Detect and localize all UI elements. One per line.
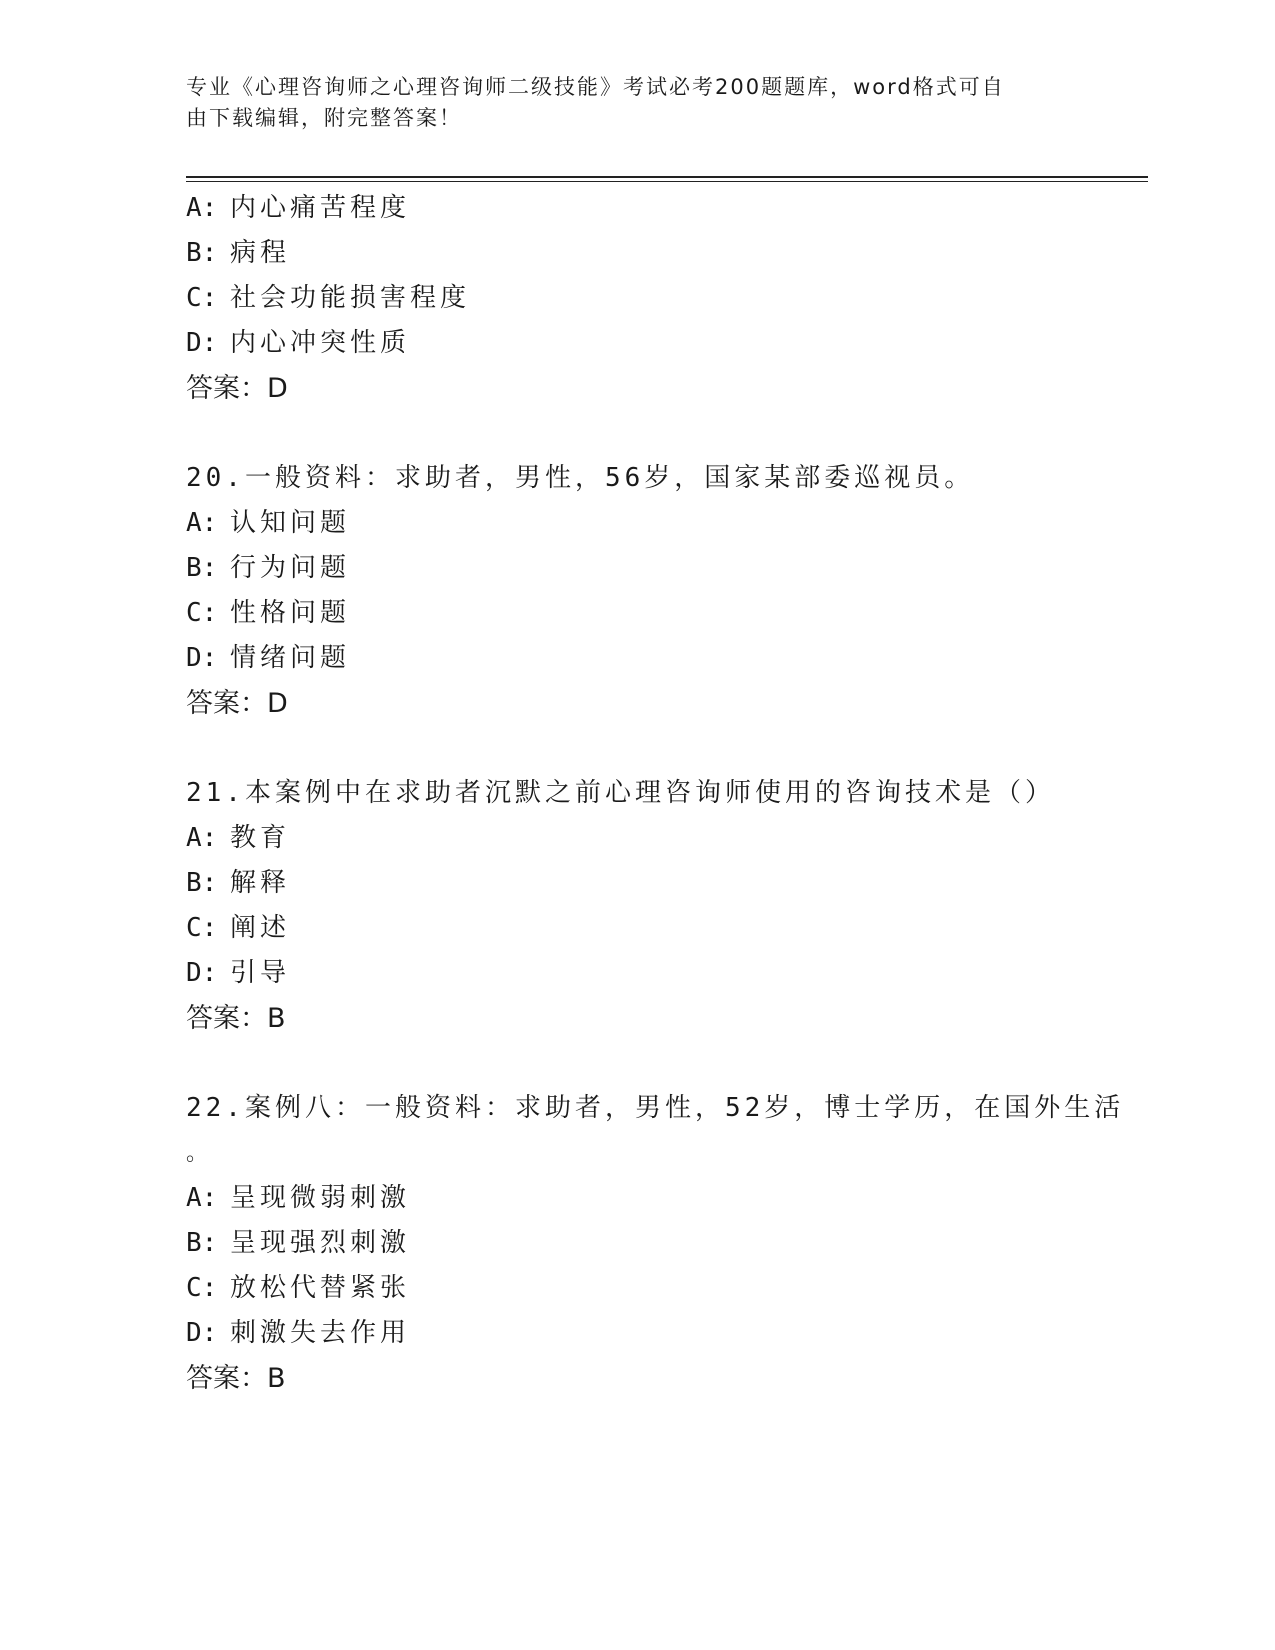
option-text: 呈现强烈刺激 bbox=[230, 1228, 411, 1258]
option-text: 性格问题 bbox=[230, 598, 351, 628]
option-text: 解释 bbox=[230, 868, 291, 898]
option-c bbox=[186, 906, 1086, 951]
option-key: B: bbox=[186, 868, 218, 898]
option-text: 病程 bbox=[230, 238, 291, 268]
option-d bbox=[186, 636, 1086, 681]
document-header bbox=[186, 72, 1066, 134]
question-list bbox=[186, 186, 1125, 1401]
option-text: 行为问题 bbox=[230, 553, 351, 583]
header-line-1: 专业《心理咨询师之心理咨询师二级技能》考试必考200题题库，word格式可自 bbox=[186, 75, 1005, 99]
option-d bbox=[186, 321, 1086, 366]
option-key: D: bbox=[186, 328, 218, 358]
question-block bbox=[186, 456, 1086, 726]
header-divider-thin bbox=[186, 181, 1148, 182]
option-key: B: bbox=[186, 553, 218, 583]
option-text: 刺激失去作用 bbox=[230, 1318, 411, 1348]
option-a bbox=[186, 501, 1086, 546]
option-text: 情绪问题 bbox=[230, 643, 351, 673]
option-c bbox=[186, 276, 1086, 321]
option-c bbox=[186, 1266, 1086, 1311]
spacer bbox=[186, 411, 1086, 456]
option-d bbox=[186, 1311, 1086, 1356]
answer-line: 答案：B bbox=[186, 1363, 286, 1394]
option-key: C: bbox=[186, 283, 218, 313]
option-text: 社会功能损害程度 bbox=[230, 283, 471, 313]
option-b bbox=[186, 546, 1086, 591]
option-key: C: bbox=[186, 1273, 218, 1303]
option-key: D: bbox=[186, 958, 218, 988]
option-text: 认知问题 bbox=[230, 508, 351, 538]
option-key: A: bbox=[186, 508, 218, 538]
spacer bbox=[186, 1041, 1086, 1086]
spacer bbox=[186, 726, 1086, 771]
option-b bbox=[186, 861, 1086, 906]
option-key: B: bbox=[186, 1228, 218, 1258]
answer-line: 答案：D bbox=[186, 373, 288, 404]
header-divider bbox=[186, 176, 1148, 178]
option-a bbox=[186, 1176, 1086, 1221]
option-text: 放松代替紧张 bbox=[230, 1273, 411, 1303]
question-block bbox=[186, 186, 1086, 411]
option-d bbox=[186, 951, 1086, 996]
question-stem-continuation: 。 bbox=[186, 1141, 209, 1166]
option-key: B: bbox=[186, 238, 218, 268]
question-block bbox=[186, 1086, 1125, 1401]
option-key: A: bbox=[186, 1183, 218, 1213]
answer-line: 答案：B bbox=[186, 1003, 286, 1034]
option-key: C: bbox=[186, 598, 218, 628]
option-text: 引导 bbox=[230, 958, 291, 988]
option-key: D: bbox=[186, 1318, 218, 1348]
question-stem: 21.本案例中在求助者沉默之前心理咨询师使用的咨询技术是（） bbox=[186, 778, 1055, 808]
option-c bbox=[186, 591, 1086, 636]
option-key: D: bbox=[186, 643, 218, 673]
question-stem: 22.案例八：一般资料：求助者，男性，52岁，博士学历，在国外生活 bbox=[186, 1093, 1125, 1123]
option-text: 内心冲突性质 bbox=[230, 328, 411, 358]
header-line-2: 由下载编辑，附完整答案！ bbox=[186, 106, 462, 130]
option-b bbox=[186, 1221, 1086, 1266]
option-key: C: bbox=[186, 913, 218, 943]
option-text: 阐述 bbox=[230, 913, 291, 943]
answer-line: 答案：D bbox=[186, 688, 288, 719]
option-text: 内心痛苦程度 bbox=[230, 193, 411, 223]
question-block bbox=[186, 771, 1086, 1041]
option-text: 呈现微弱刺激 bbox=[230, 1183, 411, 1213]
question-stem: 20.一般资料：求助者，男性，56岁，国家某部委巡视员。 bbox=[186, 463, 975, 493]
option-a bbox=[186, 816, 1086, 861]
option-key: A: bbox=[186, 823, 218, 853]
option-key: A: bbox=[186, 193, 218, 223]
option-a bbox=[186, 186, 1086, 231]
option-b bbox=[186, 231, 1086, 276]
option-text: 教育 bbox=[230, 823, 291, 853]
